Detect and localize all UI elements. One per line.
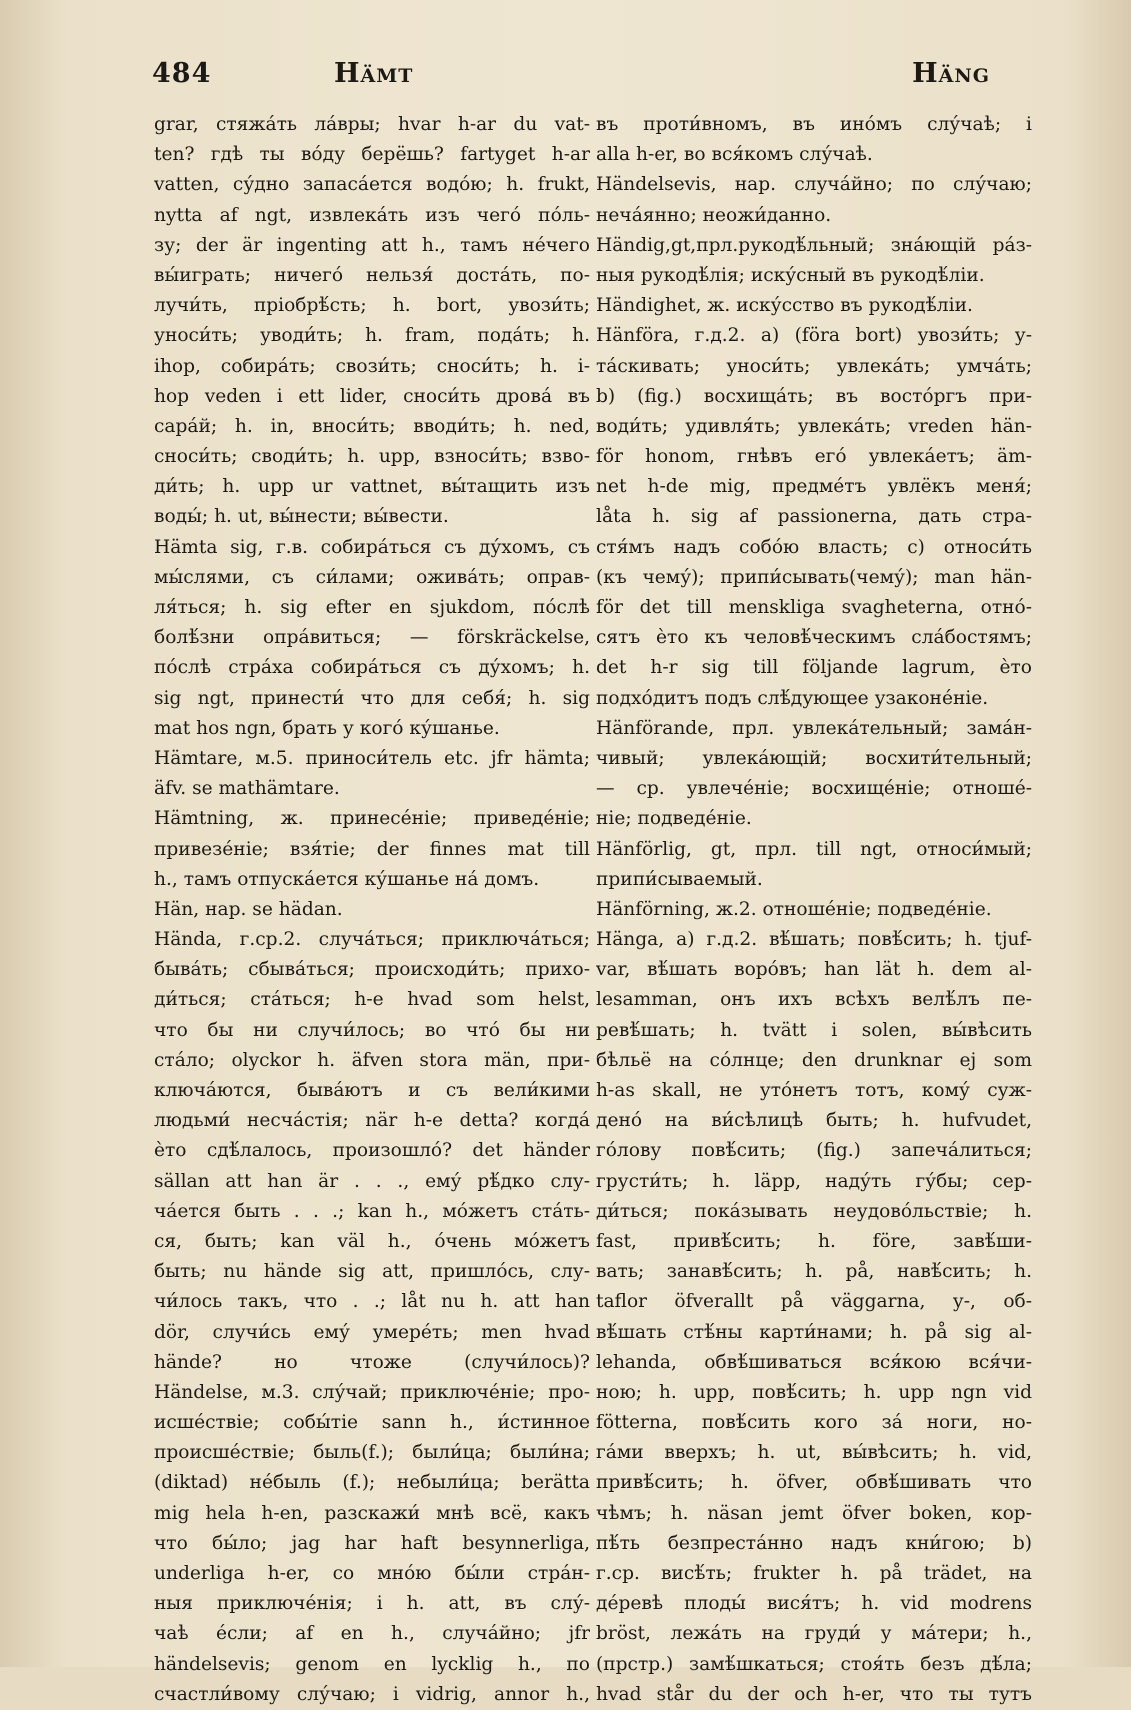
dictionary-line: — ср. увлече́ніе; восхище́ніе; отноше́- xyxy=(596,778,1032,800)
dictionary-line: воды́; h. ut, вы́нести; вы́вести. xyxy=(154,506,449,528)
dictionary-line: net h-de mig, предме́тъ увлёкъ меня́; xyxy=(596,476,1032,498)
dictionary-line: Hämta sig, г.в. собира́ться съ ду́хомъ, съ xyxy=(154,536,590,558)
dictionary-line: болѣ́зни опра́виться; — förskräckelse, xyxy=(154,627,590,649)
dictionary-line: äfv. se mathämtare. xyxy=(154,778,340,800)
dictionary-line: привезе́ніе; взя́тіе; der finnes mat till xyxy=(154,838,590,860)
dictionary-line: ста́ло; olyckor h. äfven stora män, при- xyxy=(154,1049,590,1071)
dictionary-line: bröst, лежа́ть на груди́ у ма́тери; h., xyxy=(596,1623,1032,1645)
dictionary-line: чаѣ е́сли; af en h., случа́йно; jfr xyxy=(154,1623,590,1645)
dictionary-line: för honom, гнѣвъ его́ увлека́етъ; äm- xyxy=(596,446,1032,468)
dictionary-line: vatten, су́дно запаса́ется водо́ю; h. frukt, xyxy=(154,174,590,196)
dictionary-line: Händelse, м.3. слу́чай; приключе́ніе; про- xyxy=(154,1381,590,1403)
dictionary-line: händelsevis; genom en lycklig h., по xyxy=(154,1653,590,1675)
dictionary-line: Händig,gt,прл.рукодѣ́льный; зна́ющій ра́з- xyxy=(596,234,1032,256)
dictionary-line: h-as skall, не уто́нетъ тотъ, кому́ суж- xyxy=(596,1080,1032,1101)
dictionary-line: де́ревѣ плоды́ вися́тъ; h. vid modrens xyxy=(596,1593,1032,1615)
dictionary-line: Hän, нар. se hädan. xyxy=(154,898,343,920)
dictionary-line: бѣльё на со́лнце; den drunknar ej som xyxy=(596,1049,1032,1071)
dictionary-line: Händighet, ж. иску́сство въ рукодѣ́ліи. xyxy=(596,295,973,317)
dictionary-line: ten? гдѣ ты во́ду берёшь? fartyget h-ar xyxy=(154,144,590,166)
dictionary-line: nytta af ngt, извлека́ть изъ чего́ по́ль- xyxy=(154,204,590,226)
dictionary-line: mat hos ngn, брать у кого́ ку́шанье. xyxy=(154,717,500,739)
dictionary-line: неча́янно; неожи́данно. xyxy=(596,204,832,226)
dictionary-line: г.ср. висѣ́ть; frukter h. på trädet, на xyxy=(596,1563,1032,1584)
dictionary-line: чѣмъ; h. näsan jemt öfver boken, кор- xyxy=(596,1502,1032,1524)
dictionary-line: fast, привѣ́сить; h. före, завѣ́ши- xyxy=(596,1230,1032,1252)
dictionary-line: га́ми вверхъ; h. ut, вы́вѣсить; h. vid, xyxy=(596,1442,1032,1464)
dictionary-line: ключа́ются, быва́ютъ и съ вели́кими xyxy=(154,1080,590,1101)
dictionary-line: сятъ ѐто къ человѣ́ческимъ сла́бостямъ; xyxy=(596,627,1032,649)
dictionary-line: сара́й; h. in, вноси́ть; вводи́ть; h. ned, xyxy=(154,415,590,437)
dictionary-line: h., тамъ отпуска́ется ку́шанье на́ домъ. xyxy=(154,868,540,890)
dictionary-line: grar, стяжа́ть ла́вры; hvar h-ar du vat- xyxy=(154,114,590,135)
dictionary-line: зу; der är ingenting att h., тамъ не́чего xyxy=(154,234,590,256)
dictionary-line: въ проти́вномъ, въ ино́мъ слу́чаѣ; i xyxy=(596,114,1032,135)
dictionary-line: по́слѣ стра́ха собира́ться съ ду́хомъ; h. xyxy=(154,657,590,679)
left-guide-word: Hämt xyxy=(334,58,414,89)
dictionary-line: hop veden i ett lider, сноси́ть дрова́ въ xyxy=(154,385,590,407)
dictionary-line: припи́сываемый. xyxy=(596,868,763,890)
dictionary-line: води́ть; удивля́ть; увлека́ть; vreden hän- xyxy=(596,415,1032,437)
dictionary-line: счастли́вому слу́чаю; i vidrig, annor h., xyxy=(154,1683,590,1705)
dictionary-line: го́лову повѣ́сить; (fig.) запеча́литься; xyxy=(596,1140,1032,1162)
dictionary-line: Hänförning, ж.2. отноше́ніе; подведе́ніе. xyxy=(596,898,992,920)
dictionary-line: ча́ется быть . . .; kan h., мо́жетъ ста́ть- xyxy=(154,1200,590,1222)
dictionary-line: Händelsevis, нар. случа́йно; по слу́чаю; xyxy=(596,174,1032,196)
dictionary-line: var, вѣ́шать воро́въ; han lät h. dem al- xyxy=(596,959,1032,981)
dictionary-line: людьми́ несча́стія; när h-e detta? когда́ xyxy=(154,1110,590,1132)
dictionary-line: Hända, г.ср.2. случа́ться; приключа́ться; xyxy=(154,929,590,951)
dictionary-line: вѣ́шать стѣ́ны карти́нами; h. på sig al- xyxy=(596,1321,1032,1343)
dictionary-line: что бы́ло; jag har haft besynnerliga, xyxy=(154,1532,590,1554)
dictionary-line: Hämtare, м.5. приноси́тель etc. jfr hämta; xyxy=(154,747,590,769)
dictionary-line: вы́играть; ничего́ нельзя́ доста́ть, по- xyxy=(154,264,590,286)
dictionary-line: ди́ть; h. upp ur vattnet, вы́тащить изъ xyxy=(154,476,590,498)
right-guide-word: Häng xyxy=(912,58,990,89)
dictionary-line: alla h-er, во вся́комъ слу́чаѣ. xyxy=(596,144,873,166)
dictionary-line: лучи́ть, пріобрѣ́сть; h. bort, увози́ть; xyxy=(154,295,590,317)
dictionary-line: дено́ на ви́сѣлицѣ быть; h. hufvudet, xyxy=(596,1110,1032,1132)
dictionary-line: стя́мъ надъ собо́ю власть; c) относи́ть xyxy=(596,536,1032,558)
dictionary-line: уноси́ть; уводи́ть; h. fram, пода́ть; h. xyxy=(154,325,590,347)
dictionary-line: ihop, собира́ть; свози́ть; сноси́ть; h. i- xyxy=(154,355,590,377)
dictionary-line: låta h. sig af passionerna, дать стра- xyxy=(596,506,1032,528)
dictionary-line: mig hela h-en, разскажи́ мнѣ всё, какъ xyxy=(154,1502,590,1524)
dictionary-line: подхо́дитъ подъ слѣ́дующее узаконе́ніе. xyxy=(596,687,989,709)
dictionary-line: вать; занавѣ́сить; h. på, навѣ́сить; h. xyxy=(596,1261,1032,1283)
dictionary-line: сноси́ть; своди́ть; h. upp, взноси́ть; взво- xyxy=(154,446,590,468)
dictionary-line: Hänga, a) г.д.2. вѣ́шать; повѣ́сить; h. tjuf- xyxy=(596,929,1032,951)
page-number: 484 xyxy=(152,58,212,89)
dictionary-line: hvad står du der och h-er, что ты тутъ xyxy=(596,1683,1032,1705)
dictionary-line: taflor öfverallt på väggarna, у-, об- xyxy=(596,1291,1032,1313)
dictionary-line: sig ngt, принести́ что для себя́; h. sig xyxy=(154,687,590,709)
dictionary-line: b) (fig.) восхища́ть; въ восто́ргъ при- xyxy=(596,385,1032,407)
dictionary-line: происше́ствіе; быль(f.); были́ца; были́на; xyxy=(154,1442,590,1464)
left-column xyxy=(154,110,590,1710)
dictionary-line: мы́слями, съ си́лами; ожива́ть; оправ- xyxy=(154,566,590,588)
right-column xyxy=(596,110,1032,1710)
dictionary-line: чи́лось такъ, что . .; låt nu h. att han xyxy=(154,1291,590,1313)
dictionary-line: ною; h. upp, повѣ́сить; h. upp ngn vid xyxy=(596,1381,1032,1403)
dictionary-line: чивый; увлека́ющій; восхити́тельный; xyxy=(596,747,1032,769)
dictionary-line: (прстр.) замѣ́шкаться; стоя́ть безъ дѣ́ла; xyxy=(596,1653,1032,1675)
dictionary-line: Hänföra, г.д.2. a) (föra bort) увози́ть; у- xyxy=(596,325,1032,347)
dictionary-line: lesamman, онъ ихъ всѣхъ велѣ́лъ пе- xyxy=(596,989,1032,1011)
page-header xyxy=(152,58,990,98)
dictionary-line: för det till menskliga svagheterna, отно́- xyxy=(596,597,1032,618)
dictionary-line: ревѣ́шать; h. tvätt i solen, вы́вѣсить xyxy=(596,1019,1032,1041)
dictionary-line: Hänförlig, gt, прл. till ngt, относи́мый; xyxy=(596,838,1032,860)
dictionary-line: ніе; подведе́ніе. xyxy=(596,808,752,830)
dictionary-line: (къ чему́); припи́сывать(чему́); man hän- xyxy=(596,566,1032,588)
dictionary-line: dör, случи́сь ему́ умере́ть; men hvad xyxy=(154,1321,590,1343)
dictionary-line: ся, быть; kan väl h., о́чень мо́жетъ xyxy=(154,1230,590,1252)
dictionary-line: lehanda, обвѣ́шиваться вся́кою вся́чи- xyxy=(596,1351,1032,1373)
dictionary-line: пѣ́ть безпреста́нно надъ кни́гою; b) xyxy=(596,1532,1032,1554)
dictionary-line: что бы ни случи́лось; во что́ бы ни xyxy=(154,1019,590,1041)
dictionary-line: underliga h-er, со мно́ю бы́ли стра́н- xyxy=(154,1563,590,1584)
dictionary-line: Hämtning, ж. принесе́ніе; приведе́ніе; xyxy=(154,808,590,830)
dictionary-line: sällan att han är . . ., ему́ рѣ́дко слу- xyxy=(154,1170,590,1192)
dictionary-line: fötterna, повѣ́сить кого за́ ноги, но- xyxy=(596,1412,1032,1434)
dictionary-line: та́скивать; уноси́ть; увлека́ть; умча́ть; xyxy=(596,355,1032,377)
dictionary-line: ди́ться; ста́ться; h-e hvad som helst, xyxy=(154,989,590,1011)
dictionary-line: исше́ствіе; собы́тіе sann h., и́стинное xyxy=(154,1412,590,1434)
dictionary-line: ля́ться; h. sig efter en sjukdom, по́слѣ xyxy=(154,597,590,618)
dictionary-line: Hänförande, прл. увлека́тельный; зама́н- xyxy=(596,717,1032,739)
dictionary-line: (diktad) не́быль (f.); небыли́ца; berätta xyxy=(154,1472,590,1494)
dictionary-line: грусти́ть; h. läpp, наду́ть гу́бы; сер- xyxy=(596,1170,1032,1192)
dictionary-line: hände? но чтоже (случи́лось)? xyxy=(154,1351,590,1373)
dictionary-line: ѐто сдѣ́лалось, произошло́? det händer xyxy=(154,1140,590,1162)
dictionary-line: привѣ́сить; h. öfver, обвѣ́шивать что xyxy=(596,1472,1032,1494)
dictionary-line: быва́ть; сбыва́ться; происходи́ть; прихо- xyxy=(154,959,590,981)
dictionary-line: быть; nu hände sig att, пришло́сь, слу- xyxy=(154,1261,590,1283)
dictionary-line: ди́ться; пока́зывать неудово́льствіе; h. xyxy=(596,1200,1032,1222)
dictionary-line: ныя рукодѣ́лія; иску́сный въ рукодѣ́ліи. xyxy=(596,264,985,286)
dictionary-line: ныя приключе́нія; i h. att, въ слу́- xyxy=(154,1593,590,1615)
dictionary-line: det h-r sig till följande lagrum, ѐто xyxy=(596,657,1032,679)
